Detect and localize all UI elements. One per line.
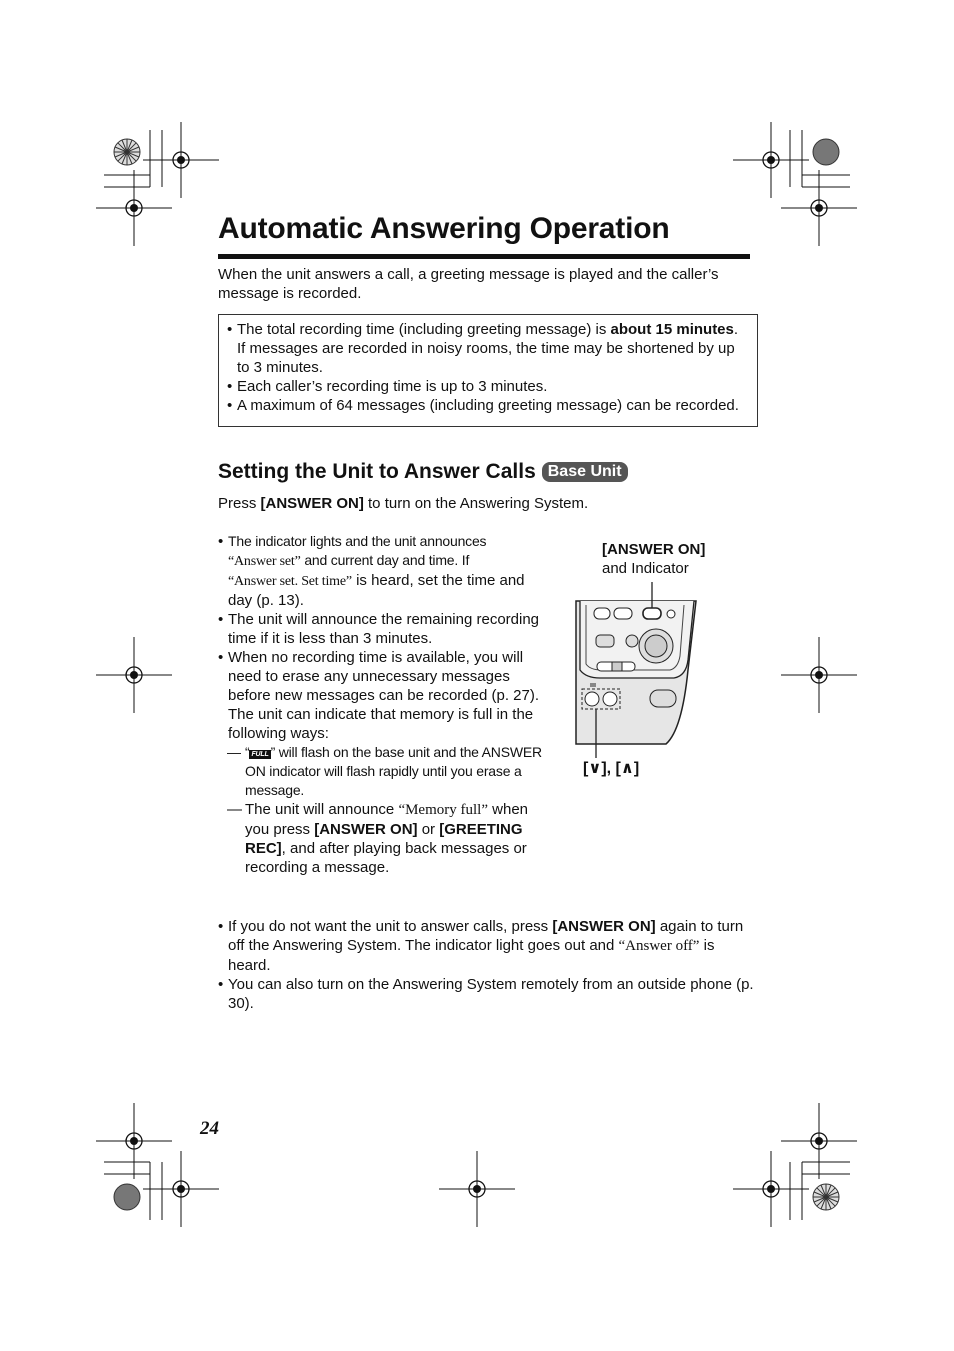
list-item: • When no recording time is available, you will need to erase any unnecessary messages before new messages can be recorded (p. 27). The unit can indicate that memory is full in the following ways: xyxy=(218,649,540,742)
full-icon: FULL xyxy=(251,751,269,758)
up-down-buttons-label: [∨], [∧] xyxy=(583,760,640,777)
sub-item: — “ FULL ” will flash on the base unit and the ANSWER ON indicator will flash rapidly until you erase a message. xyxy=(227,744,542,798)
page-title: Automatic Answering Operation xyxy=(218,212,670,245)
color-wheel-icon xyxy=(114,139,140,165)
sub-item: — The unit will announce “Memory full” when you press [ANSWER ON] or [GREETING REC], and after playing back messages or recording a message. xyxy=(227,801,529,876)
list-item: • You can also turn on the Answering System remotely from an outside phone (p. 30). xyxy=(218,976,754,1012)
list-item: • The indicator lights and the unit announces “Answer set” and current day and time. If “Answer set. Set time” is heard, set the time and day (p. 13). xyxy=(218,533,525,609)
list-item: • If you do not want the unit to answer calls, press [ANSWER ON] again to turn off the Answering System. The indicator light goes out and “Answer off” is heard. xyxy=(218,918,744,974)
section-heading: Setting the Unit to Answer Calls Base Unit xyxy=(218,460,628,484)
base-unit-illustration xyxy=(570,580,710,760)
page-number: 24 xyxy=(200,1118,219,1139)
answer-on-label: [ANSWER ON] and Indicator xyxy=(602,541,706,577)
note-item: • Each caller’s recording time is up to 3 minutes. xyxy=(227,378,548,395)
base-unit-badge: Base Unit xyxy=(542,462,628,482)
intro-paragraph: When the unit answers a call, a greeting message is played and the caller’s message is recorded. xyxy=(218,266,719,302)
note-box xyxy=(218,314,758,427)
note-item: • A maximum of 64 messages (including greeting message) can be recorded. xyxy=(227,397,739,414)
note-item: • The total recording time (including greeting message) is about 15 minutes. If messages are recorded in noisy rooms, the time may be shortened by up to 3 minutes. xyxy=(227,321,739,376)
list-item: • The unit will announce the remaining recording time if it is less than 3 minutes. xyxy=(218,611,540,647)
press-instruction: Press [ANSWER ON] to turn on the Answering System. xyxy=(218,495,589,512)
bottom-bullet-list xyxy=(218,917,758,1013)
title-rule xyxy=(218,254,750,259)
bullet-list xyxy=(218,532,543,877)
